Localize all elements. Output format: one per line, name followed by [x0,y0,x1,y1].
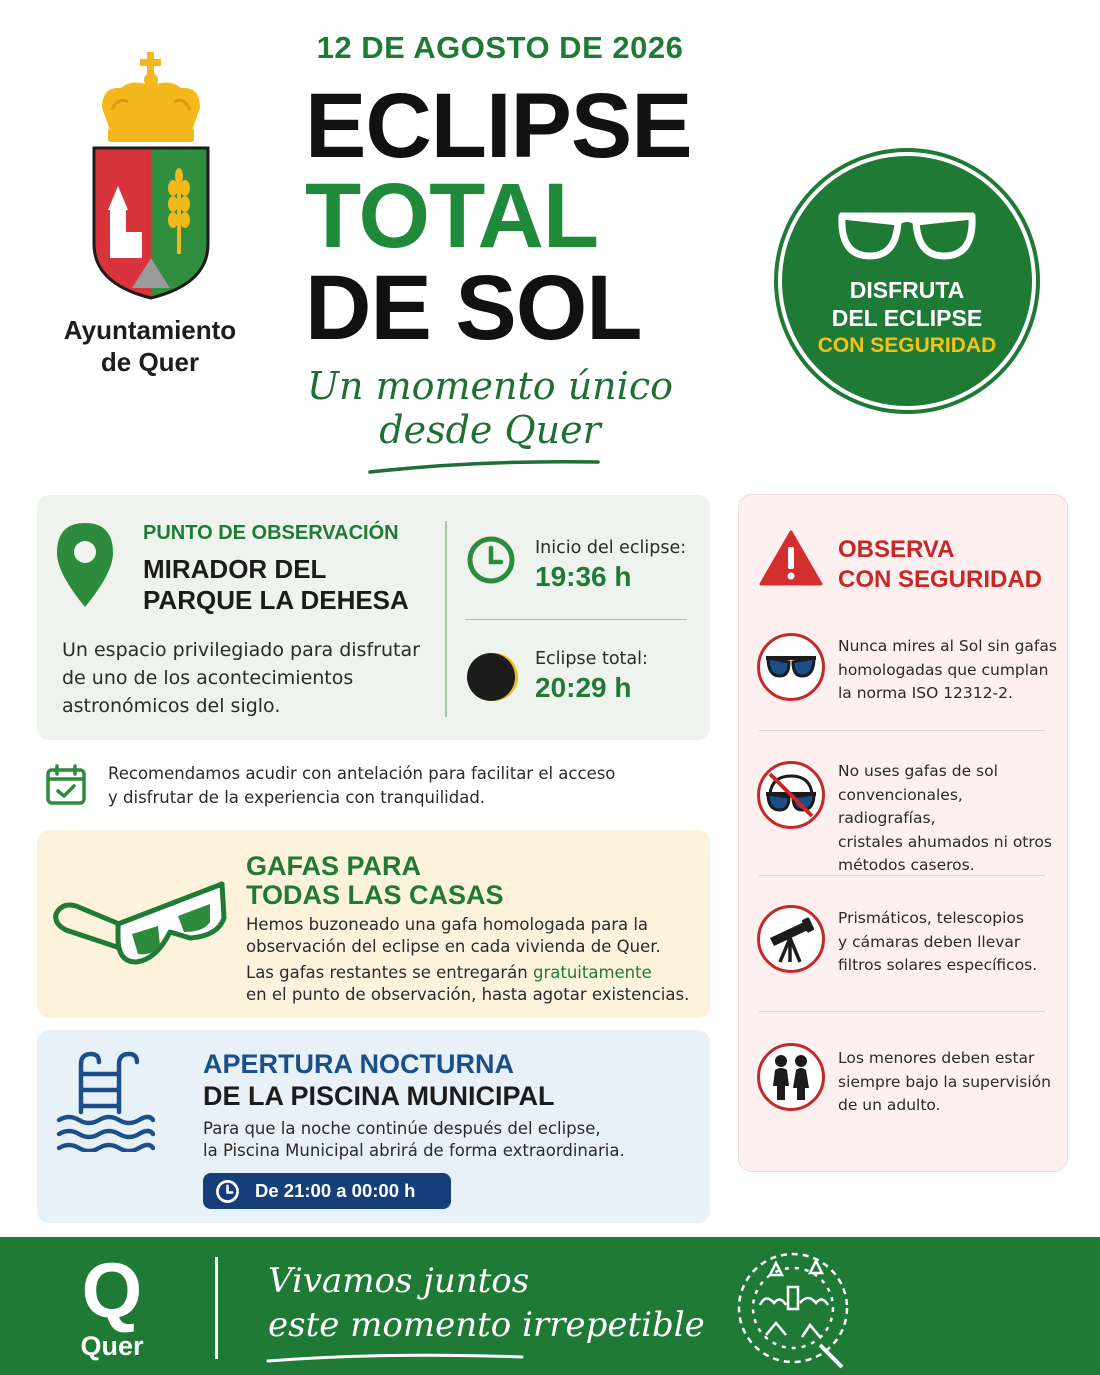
pool-desc-line2: la Piscina Municipal abrirá de forma extraordinaria. [203,1141,625,1160]
footer-slogan [268,1259,705,1347]
observation-title-line1: MIRADOR DEL [143,554,327,584]
slogan-line1: Vivamos juntos [268,1261,530,1301]
town-name-line2: de Quer [100,347,200,377]
observation-description [62,636,442,720]
brand-name: Quer [80,1331,144,1361]
observation-desc-line2: de uno de los acontecimientos [62,667,354,689]
children-icon [757,1043,825,1111]
swimming-pool-icon [55,1050,155,1156]
observation-desc-line3: astronómicos del siglo. [62,695,281,717]
recommendation-line1: Recomendamos acudir con antelación para facilitar el acceso [108,764,616,783]
rule2-line2: convencionales, radiografías, [838,785,963,827]
rule4-line3: de un adulto. [838,1096,941,1114]
safety-rule-2 [838,760,1063,878]
glasses-p2-before: Las gafas restantes se entregarán [246,963,533,982]
eclipse-glasses-icon [52,876,232,972]
rule2-line1: No uses gafas de sol [838,762,998,780]
footer-divider [215,1257,218,1359]
title-line3: DE SOL [305,257,642,359]
pool-hours: De 21:00 a 00:00 h [255,1180,416,1201]
glasses-title [246,852,504,910]
title-line2: TOTAL [305,165,599,267]
observation-desc-line1: Un espacio privilegiado para disfrutar [62,639,420,661]
safety-title-line1: OBSERVA [838,536,955,563]
rule3-line1: Prismáticos, telescopios [838,909,1024,927]
glasses-p1-line2: observación del eclipse en cada vivienda de Quer. [246,936,661,956]
pool-title-line2: DE LA PISCINA MUNICIPAL [203,1081,555,1111]
recommendation-text [108,762,688,810]
glasses-paragraph1 [246,914,706,957]
title-line1: ECLIPSE [305,75,692,177]
telescope-icon [757,905,825,973]
badge-line2: DEL ECLIPSE [831,305,983,331]
start-time: 19:36 h [535,561,632,592]
rule4-line2: siempre bajo la supervisión [838,1072,1051,1091]
sunglasses-icon [757,633,825,701]
rule1-line1: Nunca mires al Sol sin gafas [838,637,1057,655]
footer-bar [0,1237,1100,1375]
safety-title [838,535,1042,595]
tagline-line2: desde Quer [379,408,601,452]
total-time: 20:29 h [535,672,632,703]
safety-badge [778,152,1036,410]
glasses-card [37,830,710,1018]
location-pin-icon [55,521,115,613]
no-sunglasses-icon [757,761,825,829]
rule-divider [759,1011,1045,1012]
badge-line1: DISFRUTA [849,277,965,303]
calendar-check-icon [45,764,87,810]
glasses-p2-highlight: gratuitamente [533,963,652,982]
tagline-line1: Un momento único [307,364,673,408]
tagline [300,364,680,452]
rule2-line4: métodos caseros. [838,856,975,874]
observation-title-line2: PARQUE LA DEHESA [143,585,409,615]
glasses-icon [782,208,1032,268]
pool-card [37,1030,710,1223]
brand-logo-letter: Q [81,1246,143,1334]
glasses-title-line2: TODAS LAS CASAS [246,880,504,910]
badge-line3: CON SEGURIDAD [817,334,997,357]
town-name [40,314,260,378]
glasses-p2-line2: en el punto de observación, hasta agotar existencias. [246,984,690,1004]
warning-icon [759,529,823,591]
time-divider [465,619,687,620]
safety-rule-4 [838,1047,1063,1118]
vertical-divider [445,521,447,717]
town-landmarks-illustration [730,1245,856,1375]
pool-description [203,1118,683,1162]
safety-panel [738,494,1068,1172]
pool-hours-pill [203,1173,451,1209]
rule2-line3: cristales ahumados ni otros [838,832,1052,851]
observation-label: PUNTO DE OBSERVACIÓN [143,522,399,544]
clock-icon [466,535,516,589]
safety-rule-3 [838,907,1063,978]
glasses-p1-line1: Hemos buzoneado una gafa homologada para la [246,915,649,934]
observation-card [37,495,710,740]
pool-title-line1: APERTURA NOCTURNA [203,1049,514,1079]
clock-icon [215,1179,240,1208]
glasses-title-line1: GAFAS PARA [246,851,422,881]
safety-title-line2: CON SEGURIDAD [838,566,1043,593]
glasses-paragraph2 [246,962,706,1005]
rule3-line2: y cámaras deben llevar [838,932,1021,951]
recommendation-line2: y disfrutar de la experiencia con tranquilidad. [108,788,486,807]
rule4-line1: Los menores deben estar [838,1049,1035,1067]
rule1-line3: la norma ISO 12312-2. [838,684,1013,702]
observation-title [143,554,409,616]
rule-divider [759,875,1045,876]
event-date: 12 DE AGOSTO DE 2026 [316,30,684,65]
rule3-line3: filtros solares específicos. [838,956,1038,974]
start-label: Inicio del eclipse: [535,538,687,558]
pool-title [203,1048,555,1112]
rule1-line2: homologadas que cumplan [838,660,1049,679]
slogan-underline [266,1349,526,1369]
tagline-underline [368,456,602,480]
eclipse-moon-icon [466,650,520,708]
rule-divider [759,730,1045,731]
town-crest [88,48,214,302]
town-name-line1: Ayuntamiento [63,315,237,345]
slogan-line2: este momento irrepetible [268,1305,705,1345]
pool-desc-line1: Para que la noche continúe después del eclipse, [203,1119,601,1138]
total-label: Eclipse total: [535,649,648,669]
safety-rule-1 [838,635,1063,706]
